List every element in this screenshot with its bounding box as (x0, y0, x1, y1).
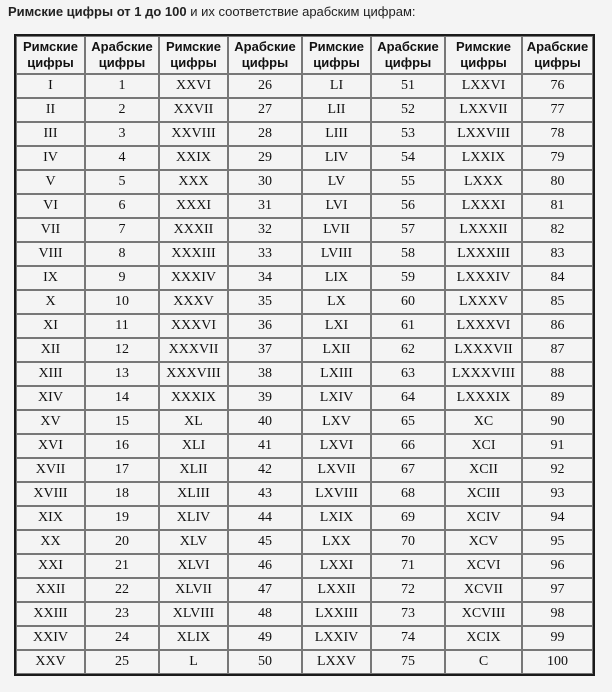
header-row (16, 36, 593, 74)
roman-cell: LVI (302, 194, 371, 218)
roman-cell: LII (302, 98, 371, 122)
table-row (16, 98, 593, 122)
table-row (16, 650, 593, 674)
roman-cell: XLIII (159, 482, 228, 506)
arabic-cell: 43 (228, 482, 302, 506)
roman-cell: LXXXIX (445, 386, 522, 410)
arabic-cell: 98 (522, 602, 593, 626)
table-row (16, 386, 593, 410)
roman-cell: LXI (302, 314, 371, 338)
roman-cell: LXII (302, 338, 371, 362)
roman-numerals-table (14, 34, 595, 676)
arabic-cell: 21 (85, 554, 159, 578)
roman-cell: XCIV (445, 506, 522, 530)
roman-cell: XC (445, 410, 522, 434)
roman-cell: XX (16, 530, 85, 554)
roman-cell: LXXXVII (445, 338, 522, 362)
roman-cell: XXXIV (159, 266, 228, 290)
roman-cell: LXX (302, 530, 371, 554)
table-row (16, 530, 593, 554)
header-arabic: Арабские цифры (85, 36, 159, 74)
roman-cell: XLVII (159, 578, 228, 602)
roman-cell: LXXXI (445, 194, 522, 218)
arabic-cell: 88 (522, 362, 593, 386)
arabic-cell: 77 (522, 98, 593, 122)
roman-cell: VIII (16, 242, 85, 266)
table-row (16, 290, 593, 314)
arabic-cell: 63 (371, 362, 445, 386)
arabic-cell: 69 (371, 506, 445, 530)
arabic-cell: 35 (228, 290, 302, 314)
arabic-cell: 74 (371, 626, 445, 650)
arabic-cell: 82 (522, 218, 593, 242)
roman-cell: XCVII (445, 578, 522, 602)
roman-cell: XXII (16, 578, 85, 602)
arabic-cell: 51 (371, 74, 445, 98)
caption-rest: и их соответствие арабским цифрам: (186, 4, 416, 19)
arabic-cell: 95 (522, 530, 593, 554)
roman-cell: LXVIII (302, 482, 371, 506)
roman-cell: XLIV (159, 506, 228, 530)
arabic-cell: 100 (522, 650, 593, 674)
arabic-cell: 53 (371, 122, 445, 146)
roman-cell: XIX (16, 506, 85, 530)
caption-bold: Римские цифры от 1 до 100 (8, 4, 187, 19)
arabic-cell: 27 (228, 98, 302, 122)
arabic-cell: 58 (371, 242, 445, 266)
roman-cell: LXXI (302, 554, 371, 578)
arabic-cell: 41 (228, 434, 302, 458)
table-row (16, 242, 593, 266)
roman-cell: XXIII (16, 602, 85, 626)
header-arabic: Арабские цифры (228, 36, 302, 74)
arabic-cell: 39 (228, 386, 302, 410)
arabic-cell: 70 (371, 530, 445, 554)
roman-cell: XV (16, 410, 85, 434)
roman-cell: XXVIII (159, 122, 228, 146)
roman-cell: XXXV (159, 290, 228, 314)
arabic-cell: 80 (522, 170, 593, 194)
arabic-cell: 31 (228, 194, 302, 218)
arabic-cell: 3 (85, 122, 159, 146)
roman-cell: XLIX (159, 626, 228, 650)
arabic-cell: 47 (228, 578, 302, 602)
arabic-cell: 67 (371, 458, 445, 482)
roman-cell: XCVIII (445, 602, 522, 626)
arabic-cell: 16 (85, 434, 159, 458)
roman-cell: XCIX (445, 626, 522, 650)
arabic-cell: 5 (85, 170, 159, 194)
roman-cell: XXXIII (159, 242, 228, 266)
arabic-cell: 44 (228, 506, 302, 530)
arabic-cell: 12 (85, 338, 159, 362)
arabic-cell: 24 (85, 626, 159, 650)
arabic-cell: 59 (371, 266, 445, 290)
roman-cell: XXXVIII (159, 362, 228, 386)
table-row (16, 122, 593, 146)
arabic-cell: 62 (371, 338, 445, 362)
arabic-cell: 61 (371, 314, 445, 338)
roman-cell: III (16, 122, 85, 146)
table-row (16, 218, 593, 242)
roman-cell: XI (16, 314, 85, 338)
arabic-cell: 93 (522, 482, 593, 506)
roman-cell: XLV (159, 530, 228, 554)
table-row (16, 458, 593, 482)
arabic-cell: 8 (85, 242, 159, 266)
roman-cell: XXXIX (159, 386, 228, 410)
roman-cell: IX (16, 266, 85, 290)
header-roman: Римские цифры (16, 36, 85, 74)
roman-cell: LXV (302, 410, 371, 434)
arabic-cell: 57 (371, 218, 445, 242)
roman-cell: LIII (302, 122, 371, 146)
arabic-cell: 38 (228, 362, 302, 386)
arabic-cell: 50 (228, 650, 302, 674)
roman-cell: LVII (302, 218, 371, 242)
arabic-cell: 26 (228, 74, 302, 98)
table-row (16, 482, 593, 506)
arabic-cell: 83 (522, 242, 593, 266)
roman-cell: XXV (16, 650, 85, 674)
page-caption (8, 4, 416, 19)
arabic-cell: 48 (228, 602, 302, 626)
arabic-cell: 73 (371, 602, 445, 626)
arabic-cell: 7 (85, 218, 159, 242)
arabic-cell: 13 (85, 362, 159, 386)
roman-cell: XXVI (159, 74, 228, 98)
arabic-cell: 6 (85, 194, 159, 218)
arabic-cell: 52 (371, 98, 445, 122)
roman-cell: LXVI (302, 434, 371, 458)
roman-cell: XLII (159, 458, 228, 482)
arabic-cell: 32 (228, 218, 302, 242)
roman-cell: XCV (445, 530, 522, 554)
roman-cell: XVII (16, 458, 85, 482)
arabic-cell: 99 (522, 626, 593, 650)
header-arabic: Арабские цифры (371, 36, 445, 74)
roman-cell: LXXV (302, 650, 371, 674)
arabic-cell: 40 (228, 410, 302, 434)
arabic-cell: 17 (85, 458, 159, 482)
arabic-cell: 91 (522, 434, 593, 458)
roman-cell: LXXVI (445, 74, 522, 98)
arabic-cell: 2 (85, 98, 159, 122)
roman-cell: XXXVI (159, 314, 228, 338)
roman-cell: LXXXVIII (445, 362, 522, 386)
table-row (16, 146, 593, 170)
arabic-cell: 78 (522, 122, 593, 146)
arabic-cell: 30 (228, 170, 302, 194)
arabic-cell: 87 (522, 338, 593, 362)
roman-cell: XXXVII (159, 338, 228, 362)
roman-cell: LX (302, 290, 371, 314)
roman-cell: LXXXIII (445, 242, 522, 266)
roman-cell: LXXXV (445, 290, 522, 314)
roman-cell: LXXIX (445, 146, 522, 170)
roman-cell: XCII (445, 458, 522, 482)
roman-cell: XLVI (159, 554, 228, 578)
table-row (16, 554, 593, 578)
arabic-cell: 33 (228, 242, 302, 266)
header-arabic: Арабские цифры (522, 36, 593, 74)
roman-cell: XIII (16, 362, 85, 386)
roman-cell: XCI (445, 434, 522, 458)
roman-cell: VII (16, 218, 85, 242)
roman-cell: XXIX (159, 146, 228, 170)
arabic-cell: 34 (228, 266, 302, 290)
arabic-cell: 96 (522, 554, 593, 578)
roman-cell: XXVII (159, 98, 228, 122)
arabic-cell: 29 (228, 146, 302, 170)
roman-cell: LXIII (302, 362, 371, 386)
arabic-cell: 76 (522, 74, 593, 98)
roman-cell: LXXIII (302, 602, 371, 626)
roman-cell: X (16, 290, 85, 314)
roman-cell: XXXI (159, 194, 228, 218)
arabic-cell: 89 (522, 386, 593, 410)
roman-cell: XXI (16, 554, 85, 578)
roman-cell: LXXXVI (445, 314, 522, 338)
roman-cell: LXXX (445, 170, 522, 194)
roman-cell: LV (302, 170, 371, 194)
roman-cell: XLVIII (159, 602, 228, 626)
arabic-cell: 15 (85, 410, 159, 434)
roman-cell: LXXIV (302, 626, 371, 650)
arabic-cell: 85 (522, 290, 593, 314)
arabic-cell: 36 (228, 314, 302, 338)
arabic-cell: 18 (85, 482, 159, 506)
roman-cell: VI (16, 194, 85, 218)
arabic-cell: 20 (85, 530, 159, 554)
arabic-cell: 68 (371, 482, 445, 506)
table-row (16, 434, 593, 458)
roman-cell: LVIII (302, 242, 371, 266)
arabic-cell: 66 (371, 434, 445, 458)
arabic-cell: 64 (371, 386, 445, 410)
roman-cell: II (16, 98, 85, 122)
table-row (16, 194, 593, 218)
arabic-cell: 19 (85, 506, 159, 530)
arabic-cell: 11 (85, 314, 159, 338)
table-row (16, 314, 593, 338)
roman-cell: XII (16, 338, 85, 362)
roman-cell: LIX (302, 266, 371, 290)
roman-cell: LXXVIII (445, 122, 522, 146)
arabic-cell: 1 (85, 74, 159, 98)
roman-cell: C (445, 650, 522, 674)
arabic-cell: 90 (522, 410, 593, 434)
arabic-cell: 25 (85, 650, 159, 674)
arabic-cell: 14 (85, 386, 159, 410)
arabic-cell: 94 (522, 506, 593, 530)
roman-cell: XCIII (445, 482, 522, 506)
table-row (16, 578, 593, 602)
roman-cell: LXVII (302, 458, 371, 482)
arabic-cell: 56 (371, 194, 445, 218)
roman-cell: XLI (159, 434, 228, 458)
roman-cell: L (159, 650, 228, 674)
roman-cell: LIV (302, 146, 371, 170)
roman-cell: V (16, 170, 85, 194)
arabic-cell: 10 (85, 290, 159, 314)
roman-cell: LXXXIV (445, 266, 522, 290)
table-row (16, 410, 593, 434)
roman-cell: IV (16, 146, 85, 170)
roman-cell: LXXVII (445, 98, 522, 122)
arabic-cell: 54 (371, 146, 445, 170)
table-row (16, 506, 593, 530)
roman-cell: LXIV (302, 386, 371, 410)
arabic-cell: 86 (522, 314, 593, 338)
roman-cell: XXIV (16, 626, 85, 650)
table-row (16, 74, 593, 98)
table-row (16, 626, 593, 650)
roman-cell: XVIII (16, 482, 85, 506)
arabic-cell: 9 (85, 266, 159, 290)
roman-cell: LXXII (302, 578, 371, 602)
roman-cell: LXXXII (445, 218, 522, 242)
arabic-cell: 22 (85, 578, 159, 602)
roman-cell: XVI (16, 434, 85, 458)
arabic-cell: 81 (522, 194, 593, 218)
table-row (16, 266, 593, 290)
arabic-cell: 71 (371, 554, 445, 578)
table-row (16, 338, 593, 362)
arabic-cell: 42 (228, 458, 302, 482)
arabic-cell: 55 (371, 170, 445, 194)
arabic-cell: 72 (371, 578, 445, 602)
table-header (16, 36, 593, 74)
roman-cell: I (16, 74, 85, 98)
arabic-cell: 45 (228, 530, 302, 554)
roman-cell: LI (302, 74, 371, 98)
header-roman: Римские цифры (159, 36, 228, 74)
arabic-cell: 46 (228, 554, 302, 578)
arabic-cell: 65 (371, 410, 445, 434)
arabic-cell: 49 (228, 626, 302, 650)
roman-cell: LXIX (302, 506, 371, 530)
roman-cell: XCVI (445, 554, 522, 578)
header-roman: Римские цифры (302, 36, 371, 74)
arabic-cell: 23 (85, 602, 159, 626)
arabic-cell: 37 (228, 338, 302, 362)
roman-cell: XXXII (159, 218, 228, 242)
arabic-cell: 28 (228, 122, 302, 146)
table-row (16, 170, 593, 194)
arabic-cell: 75 (371, 650, 445, 674)
arabic-cell: 79 (522, 146, 593, 170)
table-body (16, 74, 593, 674)
arabic-cell: 60 (371, 290, 445, 314)
roman-cell: XXX (159, 170, 228, 194)
roman-cell: XL (159, 410, 228, 434)
header-roman: Римские цифры (445, 36, 522, 74)
arabic-cell: 4 (85, 146, 159, 170)
table-row (16, 602, 593, 626)
roman-cell: XIV (16, 386, 85, 410)
table-row (16, 362, 593, 386)
arabic-cell: 97 (522, 578, 593, 602)
arabic-cell: 84 (522, 266, 593, 290)
arabic-cell: 92 (522, 458, 593, 482)
